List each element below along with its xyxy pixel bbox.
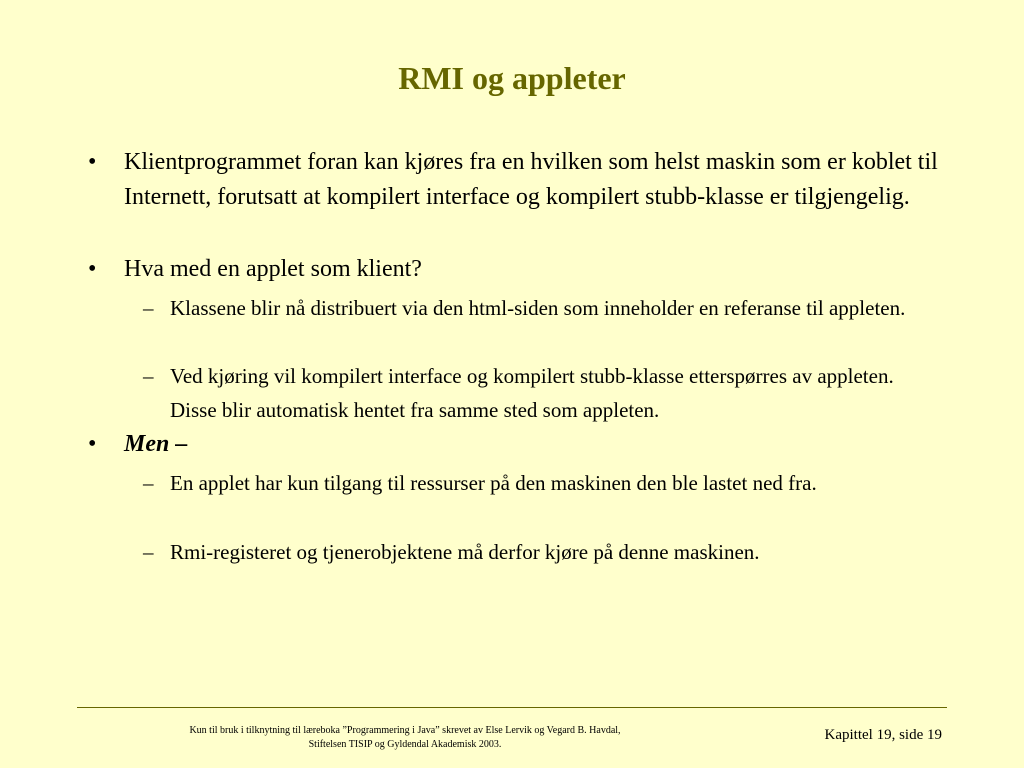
dash-marker: –: [143, 471, 154, 495]
sub-bullet-item: [143, 535, 935, 569]
bullet-item: [88, 427, 939, 462]
footer-credit-line: Stiftelsen TISIP og Gyldendal Akademisk 2003.: [308, 739, 502, 750]
bullet-item: [88, 145, 939, 215]
dash-marker: –: [143, 296, 154, 320]
bullet-marker: •: [88, 431, 97, 457]
bullet-marker: •: [88, 149, 97, 175]
bullet-marker: •: [88, 256, 97, 282]
bullet-text: Klientprogrammet foran kan kjøres fra en hvilken som helst maskin som er koblet til Internett, forutsatt at kompilert interface og kompilert stubb-klasse er tilgjengelig.: [124, 149, 938, 210]
page-number: Kapittel 19, side 19: [824, 727, 942, 743]
sub-bullet-text: Rmi-registeret og tjenerobjektene må derfor kjøre på denne maskinen.: [170, 540, 760, 564]
dash-marker: –: [143, 540, 154, 564]
sub-bullet-text: Ved kjøring vil kompilert interface og kompilert stubb-klasse etterspørres av appleten. Disse blir automatisk hentet fra samme sted som appleten.: [170, 364, 894, 422]
bullet-text: Men –: [124, 431, 188, 457]
sub-bullet-text: Klassene blir nå distribuert via den html-siden som inneholder en referanse til appleten.: [170, 296, 906, 320]
footer-divider: [77, 707, 947, 708]
bullet-item: [88, 252, 939, 287]
sub-bullet-item: [143, 466, 935, 500]
dash-marker: –: [143, 364, 154, 388]
footer-credit-line: Kun til bruk i tilknytning til læreboka ”Programmering i Java” skrevet av Else Lervik og Vegard B. Havdal,: [189, 725, 621, 736]
sub-bullet-item: [143, 291, 935, 325]
slide-title: RMI og appleter: [398, 60, 626, 96]
sub-bullet-item: [143, 359, 935, 427]
footer-credit: [150, 724, 660, 752]
bullet-text: Hva med en applet som klient?: [124, 256, 422, 282]
sub-bullet-text: En applet har kun tilgang til ressurser på den maskinen den ble lastet ned fra.: [170, 471, 817, 495]
